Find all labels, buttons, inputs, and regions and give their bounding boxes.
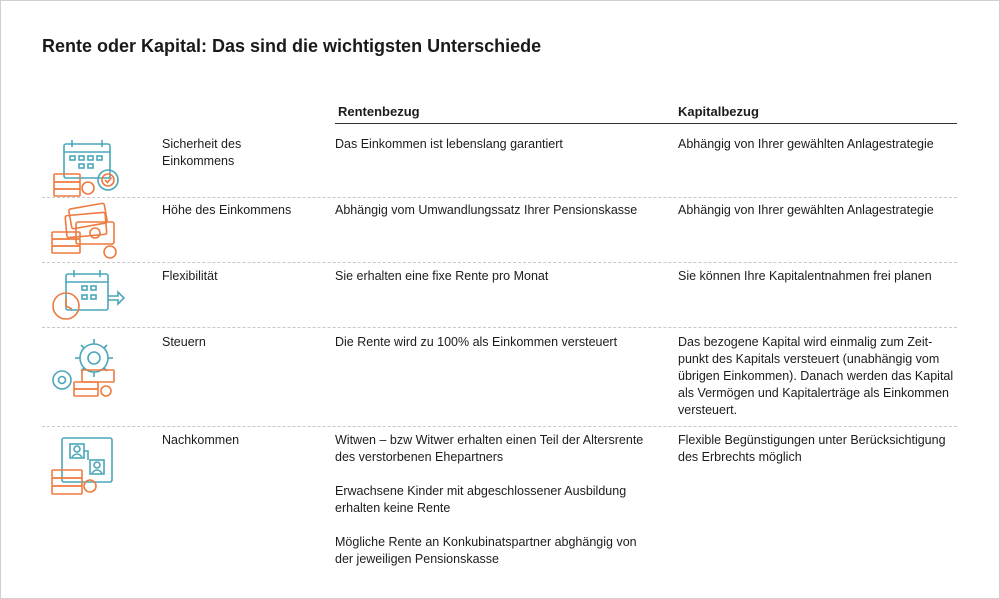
category-label: Flexibilität [162, 269, 218, 283]
rente-text: Witwen – bzw Witwer erhalten einen Teil der Altersrente des verstorbenen Ehepartners [335, 433, 644, 464]
page-title: Rente oder Kapital: Das sind die wichtigsten Unterschiede [42, 36, 542, 56]
header-rentenbezug: Rentenbezug [338, 104, 420, 119]
kapital-cell [678, 268, 963, 302]
calendar-clock-arrow-icon [48, 268, 124, 328]
rente-cell [335, 202, 645, 236]
rente-text: Sie erhalten eine fixe Rente pro Monat [335, 269, 549, 283]
rente-text: Das Einkommen ist lebenslang garantiert [335, 137, 563, 151]
category-label: Sicherheit des Einkommens [162, 137, 242, 168]
calendar-money-check-icon [48, 138, 124, 198]
rente-text: Die Rente wird zu 100% als Einkommen versteuert [335, 335, 618, 349]
header-kapitalbezug: Kapitalbezug [678, 104, 759, 119]
rente-cell [335, 268, 645, 302]
category-label: Höhe des Einkommens [162, 203, 292, 217]
rente-text: Abhängig vom Umwandlungssatz Ihrer Pensionskasse [335, 203, 638, 217]
family-transfer-money-icon [48, 434, 124, 494]
row-divider [42, 262, 957, 263]
kapital-text: Abhängig von Ihrer gewählten Anlagestrategie [678, 137, 934, 151]
kapital-cell [678, 202, 963, 236]
rente-cell [335, 136, 645, 170]
rente-text: Erwachsene Kinder mit abgeschlossener Ausbildung erhalten keine Rente [335, 484, 627, 515]
kapital-cell [678, 334, 963, 436]
gears-money-icon [48, 336, 124, 396]
kapital-text: Abhängig von Ihrer gewählten Anlagestrategie [678, 203, 934, 217]
row-divider [42, 327, 957, 328]
kapital-cell [678, 432, 963, 483]
category-label: Nachkommen [162, 433, 240, 447]
header-rule [335, 123, 957, 124]
kapital-text: Sie können Ihre Kapitalentnahmen frei planen [678, 269, 932, 283]
rente-cell [335, 432, 645, 585]
category-label: Steuern [162, 335, 206, 349]
kapital-cell [678, 136, 963, 170]
row-divider [42, 426, 957, 427]
banknotes-icon [48, 202, 124, 262]
kapital-text: Flexible Begünstigungen unter Berücksichtigung des Erbrechts möglich [678, 433, 946, 464]
rente-text: Mögliche Rente an Konkubinatspartner abghängig von der jeweiligen Pensionskasse [335, 535, 637, 566]
kapital-text: Das bezogene Kapital wird einmalig zum Zeit- punkt des Kapitals versteuert (unabhängig vom übrigen Einkommen). Danach werden das Kapital als Vermögen und Kapitalerträge als Einkommen versteuert. [678, 335, 954, 417]
rente-cell [335, 334, 645, 368]
row-divider [42, 197, 957, 198]
